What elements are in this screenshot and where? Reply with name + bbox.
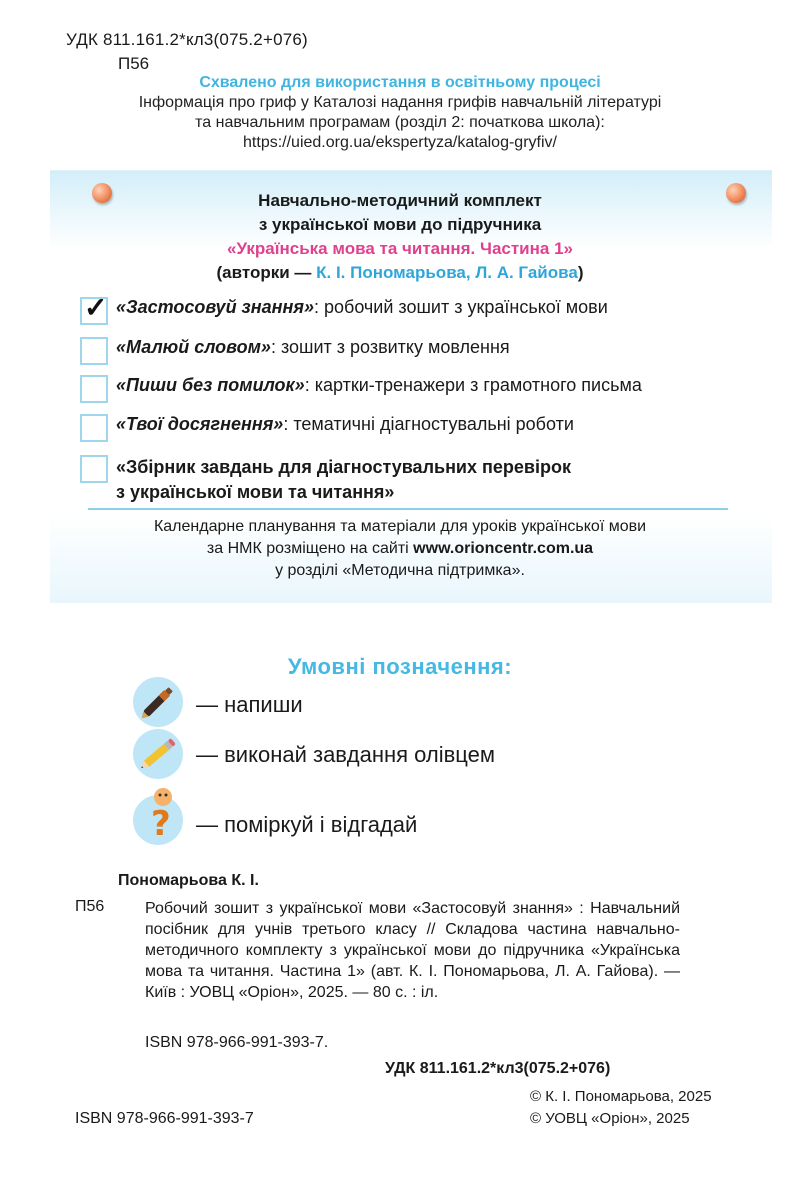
approval-line: та навчальним програмам (розділ 2: початкова школа): — [195, 114, 605, 131]
divider — [88, 508, 728, 510]
checkbox[interactable] — [80, 337, 108, 365]
kit-item-title: «Пиши без помилок» — [116, 375, 305, 395]
textbook-title: «Українська мова та читання. Частина 1» — [226, 239, 573, 258]
question-icon — [133, 795, 183, 845]
copyright-author: © К. І. Пономарьова, 2025 — [530, 1088, 712, 1105]
site-link[interactable]: www.orioncentr.com.ua — [413, 540, 594, 557]
pencil-icon — [133, 729, 183, 779]
index-code: П56 — [118, 54, 150, 73]
kit-title: Навчально-методичний комплект — [258, 191, 542, 210]
calendar-note — [0, 516, 800, 582]
approval-url[interactable]: https://uied.org.ua/ekspertyza/katalog-gryfiv/ — [243, 134, 557, 151]
kit-item — [80, 455, 571, 505]
calendar-line: Календарне планування та матеріали для уроків української мови — [153, 518, 647, 535]
kit-item-title: «Малюй словом» — [116, 337, 271, 357]
legend-text: — напиши — [196, 692, 303, 717]
kit-item-title: «Застосовуй знання» — [116, 297, 314, 317]
checkbox[interactable] — [80, 455, 108, 483]
svg-text:?: ? — [151, 804, 171, 843]
checkbox-checked[interactable] — [80, 292, 108, 325]
check-icon: ✓ — [84, 292, 108, 323]
pen-icon — [133, 677, 183, 727]
biblio-description: Робочий зошит з української мови «Застосовуй знання» : Навчальний посібник для учнів третього класу // Складова частина навчально-методичного комплекту з української мови до підручника «Українська мова та читання. Частина 1» (авт. К. І. Пономарьова, Л. А. Гайова). — Київ : УОВЦ «Оріон», 2025. — 80 с. : іл. — [145, 900, 680, 1001]
kit-item — [80, 375, 642, 403]
approval-line: Інформація про гриф у Каталозі надання грифів навчальній літературі — [138, 94, 662, 111]
kit-item-desc: : тематичні діагностувальні роботи — [283, 414, 574, 434]
kit-item — [80, 337, 510, 365]
checkbox[interactable] — [80, 414, 108, 442]
kit-authors: (авторки — К. І. Пономарьова, Л. А. Гайова) — [216, 263, 584, 282]
kit-heading — [0, 189, 800, 285]
kit-item-desc: : робочий зошит з української мови — [313, 297, 608, 317]
biblio-udk: УДК 811.161.2*кл3(075.2+076) — [385, 1060, 611, 1077]
calendar-line: у розділі «Методична підтримка». — [275, 562, 525, 579]
legend-title: Умовні позначення: — [287, 654, 513, 679]
kit-item — [80, 292, 608, 325]
legend-text: — виконай завдання олівцем — [196, 742, 496, 767]
biblio-isbn: ISBN 978-966-991-393-7. — [145, 1034, 329, 1051]
kit-item-title: «Твої досягнення» — [116, 414, 284, 434]
kit-item — [80, 414, 574, 442]
authors-names: К. І. Пономарьова, Л. А. Гайова — [316, 263, 578, 282]
kit-item-title: «Збірник завдань для діагностувальних перевірок — [116, 457, 571, 477]
legend-text: — поміркуй і відгадай — [196, 812, 418, 837]
calendar-line: за НМК розміщено на сайті www.orioncentr.com.ua — [206, 540, 594, 557]
kit-item-desc: : зошит з розвитку мовлення — [270, 337, 510, 357]
kit-item-title: з української мови та читання» — [116, 482, 395, 502]
checkbox[interactable] — [80, 375, 108, 403]
biblio-index: П56 — [75, 898, 105, 915]
copyright-publisher: © УОВЦ «Оріон», 2025 — [530, 1110, 690, 1127]
approval-block — [0, 73, 800, 153]
approval-title: Схвалено для використання в освітньому процесі — [199, 74, 601, 91]
kit-item-desc: : картки-тренажери з грамотного письма — [304, 375, 642, 395]
udk-header: УДК 811.161.2*кл3(075.2+076) — [66, 30, 308, 49]
kit-subtitle: з української мови до підручника — [258, 215, 542, 234]
biblio-author: Пономарьова К. І. — [118, 872, 259, 889]
isbn-bottom: ISBN 978-966-991-393-7 — [75, 1110, 254, 1127]
